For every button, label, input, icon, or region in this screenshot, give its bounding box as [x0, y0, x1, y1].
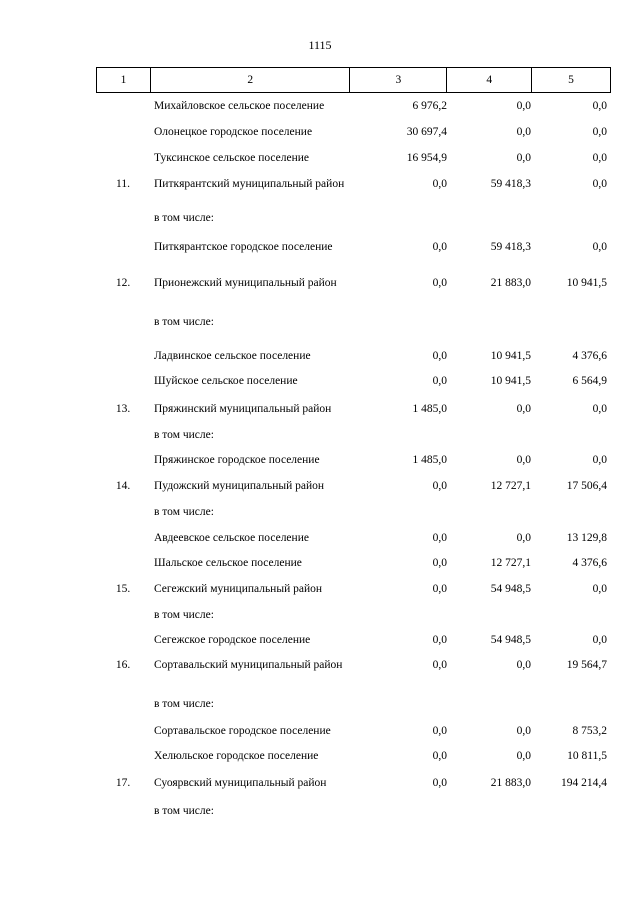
row-number: 11. [116, 178, 130, 190]
row-value-col5: 10 941,5 [566, 277, 607, 289]
row-number: 13. [115, 403, 131, 415]
row-value-col4: 0,0 [516, 100, 531, 112]
row-value-col3: 0,0 [432, 750, 447, 762]
row-name: в том числе: [154, 212, 214, 224]
row-name: Олонецкое городское поселение [154, 126, 313, 138]
row-value-col4: 59 418,3 [490, 241, 531, 253]
row-name: в том числе: [154, 316, 214, 328]
row-value-col3: 0,0 [432, 659, 447, 671]
row-name: Михайловское сельское поселение [154, 100, 325, 112]
row-value-col5: 0,0 [592, 241, 607, 253]
header-row [97, 68, 611, 93]
row-name: Сегежское городское поселение [154, 634, 311, 646]
row-name: Ладвинское сельское поселение [154, 350, 311, 362]
row-value-col3: 0,0 [432, 634, 447, 646]
row-value-col4: 21 883,0 [490, 777, 531, 789]
row-value-col3: 0,0 [432, 277, 447, 289]
row-value-col4: 0,0 [516, 454, 531, 466]
row-name: в том числе: [154, 429, 214, 441]
row-value-col5: 0,0 [592, 152, 607, 164]
row-name: Прионежский муниципальный район [154, 277, 337, 289]
row-name: Суоярвский муниципальный район [154, 777, 327, 789]
row-value-col4: 0,0 [516, 403, 531, 415]
column-header-2: 2 [150, 68, 350, 93]
row-value-col5: 6 564,9 [572, 375, 607, 387]
row-value-col4: 21 883,0 [490, 277, 531, 289]
row-value-col5: 0,0 [592, 583, 607, 595]
row-value-col5: 10 811,5 [567, 750, 607, 762]
row-value-col4: 54 948,5 [490, 634, 531, 646]
row-value-col4: 0,0 [516, 725, 531, 737]
row-name: Пряжинское городское поселение [154, 454, 320, 466]
row-value-col3: 0,0 [432, 777, 447, 789]
row-name: Авдеевское сельское поселение [154, 532, 309, 544]
column-header-1: 1 [97, 68, 151, 93]
row-value-col4: 0,0 [516, 750, 531, 762]
row-value-col5: 0,0 [592, 634, 607, 646]
row-name: Сортавальское городское поселение [154, 725, 331, 737]
row-value-col5: 17 506,4 [566, 480, 607, 492]
row-name: Пряжинский муниципальный район [154, 403, 332, 415]
row-number: 17. [115, 777, 131, 789]
row-value-col3: 0,0 [432, 350, 447, 362]
row-number: 16. [115, 659, 131, 671]
row-value-col5: 19 564,7 [566, 659, 607, 671]
row-name: Шальское сельское поселение [154, 557, 302, 569]
row-value-col3: 1 485,0 [412, 403, 447, 415]
row-value-col5: 0,0 [592, 126, 607, 138]
row-name: в том числе: [154, 609, 214, 621]
row-value-col5: 0,0 [592, 403, 607, 415]
row-name: Сортавальский муниципальный район [154, 659, 343, 671]
row-value-col5: 194 214,4 [561, 777, 607, 789]
row-value-col4: 0,0 [516, 152, 531, 164]
row-value-col3: 0,0 [432, 532, 447, 544]
row-value-col4: 0,0 [516, 659, 531, 671]
table-header [96, 67, 611, 93]
column-header-5: 5 [532, 68, 611, 93]
row-value-col4: 0,0 [516, 532, 531, 544]
row-value-col3: 0,0 [432, 178, 447, 190]
row-value-col5: 13 129,8 [566, 532, 607, 544]
row-name: Питкярантский муниципальный район [154, 178, 345, 190]
row-value-col3: 1 485,0 [412, 454, 447, 466]
column-header-4: 4 [447, 68, 532, 93]
row-value-col4: 54 948,5 [490, 583, 531, 595]
row-number: 14. [115, 480, 131, 492]
row-name: в том числе: [154, 506, 214, 518]
row-value-col5: 4 376,6 [572, 557, 607, 569]
row-value-col4: 10 941,5 [490, 375, 531, 387]
row-value-col4: 59 418,3 [490, 178, 531, 190]
row-name: Шуйское сельское поселение [154, 375, 298, 387]
row-value-col5: 8 753,2 [572, 725, 607, 737]
row-value-col3: 0,0 [432, 480, 447, 492]
row-value-col3: 0,0 [432, 725, 447, 737]
row-value-col5: 0,0 [592, 100, 607, 112]
row-value-col4: 12 727,1 [490, 557, 531, 569]
row-name: Туксинское сельское поселение [154, 152, 309, 164]
row-value-col3: 30 697,4 [406, 126, 447, 138]
row-value-col4: 12 727,1 [490, 480, 531, 492]
row-value-col3: 0,0 [432, 241, 447, 253]
column-header-3: 3 [350, 68, 447, 93]
row-value-col4: 0,0 [516, 126, 531, 138]
row-value-col3: 0,0 [432, 557, 447, 569]
row-name: в том числе: [154, 805, 214, 817]
row-name: Пудожский муниципальный район [154, 480, 325, 492]
row-value-col3: 16 954,9 [406, 152, 447, 164]
row-name: Сегежский муниципальный район [154, 583, 323, 595]
row-value-col5: 0,0 [592, 454, 607, 466]
row-number: 12. [115, 277, 131, 289]
row-number: 15. [115, 583, 131, 595]
row-value-col3: 6 976,2 [412, 100, 447, 112]
row-value-col5: 0,0 [592, 178, 607, 190]
row-value-col3: 0,0 [432, 375, 447, 387]
row-name: Хелюльское городское поселение [154, 750, 319, 762]
page-number: 1115 [308, 38, 332, 52]
row-name: Питкярантское городское поселение [154, 241, 333, 253]
row-value-col4: 10 941,5 [490, 350, 531, 362]
row-value-col5: 4 376,6 [572, 350, 607, 362]
row-value-col3: 0,0 [432, 583, 447, 595]
row-name: в том числе: [154, 698, 214, 710]
